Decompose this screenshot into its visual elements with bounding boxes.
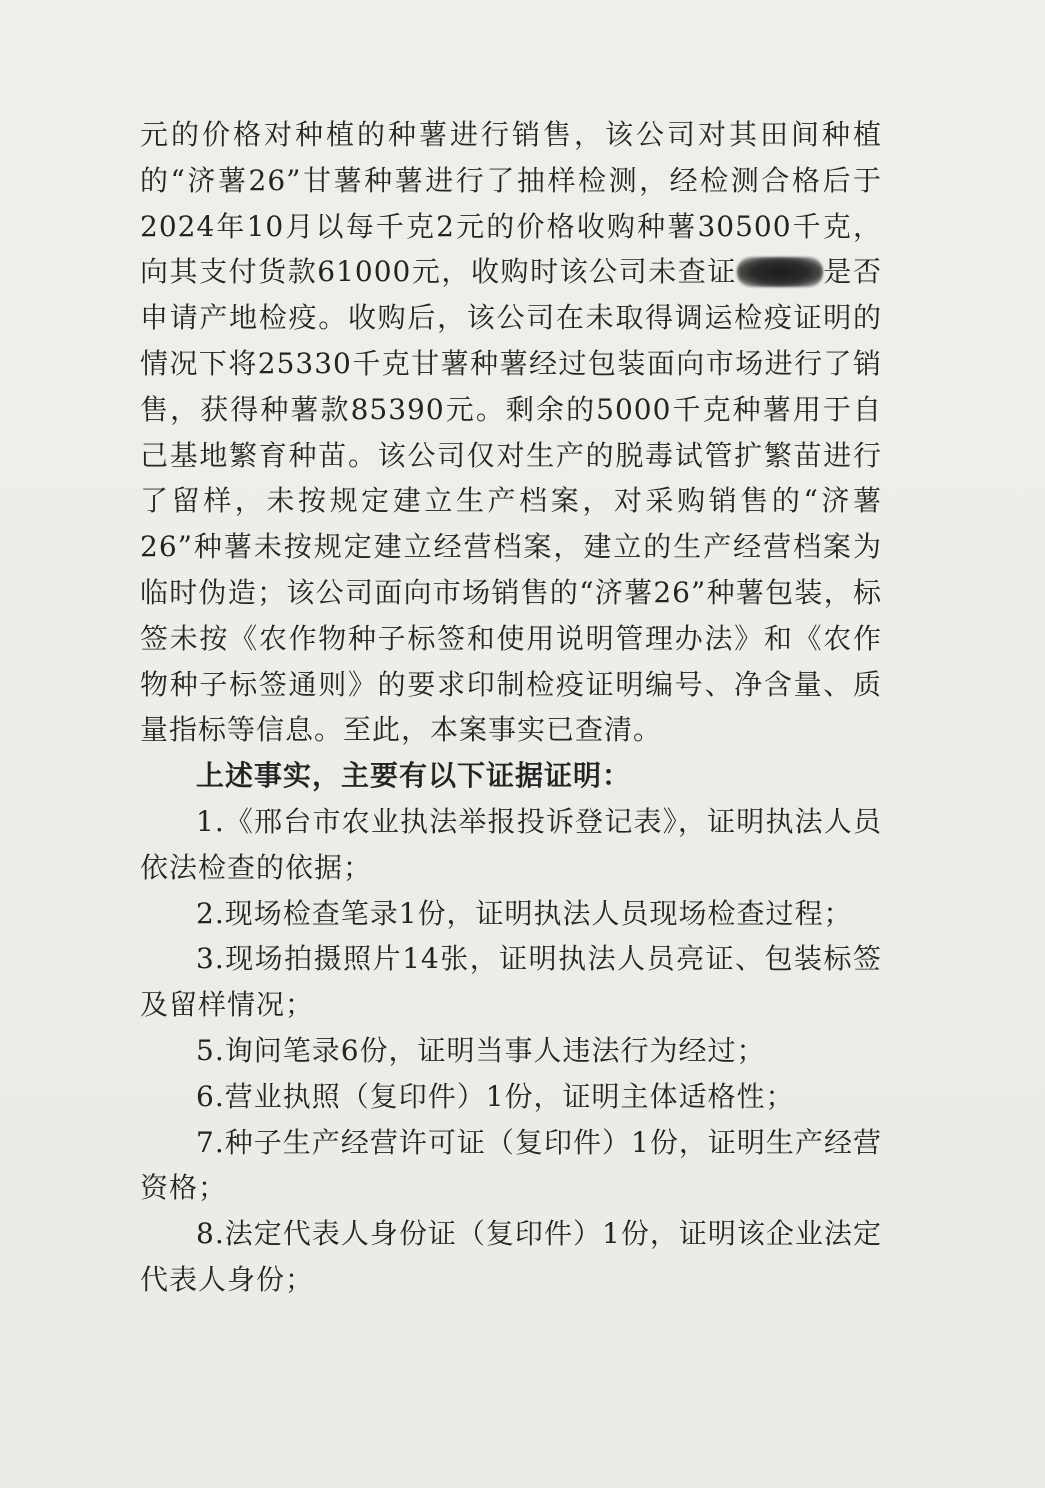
evidence-item-2: 2.现场检查笔录1份，证明执法人员现场检查过程； (196, 896, 853, 930)
evidence-item-3: 3.现场拍摄照片14张，证明执法人员亮证、包装标签及留样情况； (140, 942, 882, 1022)
evidence-heading: 上述事实，主要有以下证据证明： (196, 759, 632, 793)
facts-paragraph (140, 112, 882, 753)
evidence-item-6: 6.营业执照（复印件）1份，证明主体适格性； (196, 1079, 795, 1113)
evidence-item-8: 8.法定代表人身份证（复印件）1份，证明该企业法定代表人身份； (140, 1217, 882, 1296)
evidence-item-7: 7.种子生产经营许可证（复印件）1份，证明生产经营资格； (140, 1125, 882, 1205)
document-body (140, 112, 882, 1303)
evidence-item-5: 5.询问笔录6份，证明当事人违法行为经过； (196, 1033, 766, 1067)
evidence-item-1: 1.《邢台市农业执法举报投诉登记表》，证明执法人员依法检查的依据； (140, 804, 882, 884)
facts-text-part-1: 元的价格对种植的种薯进行销售，该公司对其田间种植的“济薯26”甘薯种薯进行了抽样检测，经检测合格后于2024年10月以每千克2元的价格收购种薯30500千克，向其支付货款61000元，收购时该公司未查证 (140, 118, 882, 289)
facts-text-part-2: 是否申请产地检疫。收购后，该公司在未取得调运检疫证明的情况下将25330千克甘薯种薯经过包装面向市场进行了销售，获得种薯款85390元。剩余的5000千克种薯用于自己基地繁育种苗。该公司仅对生产的脱毒试管扩繁苗进行了留样，未按规定建立生产档案，对采购销售的“济薯26”种薯未按规定建立经营档案，建立的生产经营档案为临时伪造；该公司面向市场销售的“济薯26”种薯包装，标签未按《农作物种子标签和使用说明管理办法》和《农作物种子标签通则》的要求印制检疫证明编号、净含量、质量指标等信息。至此，本案事实已查清。 (140, 255, 882, 747)
redaction-mark (737, 257, 823, 287)
